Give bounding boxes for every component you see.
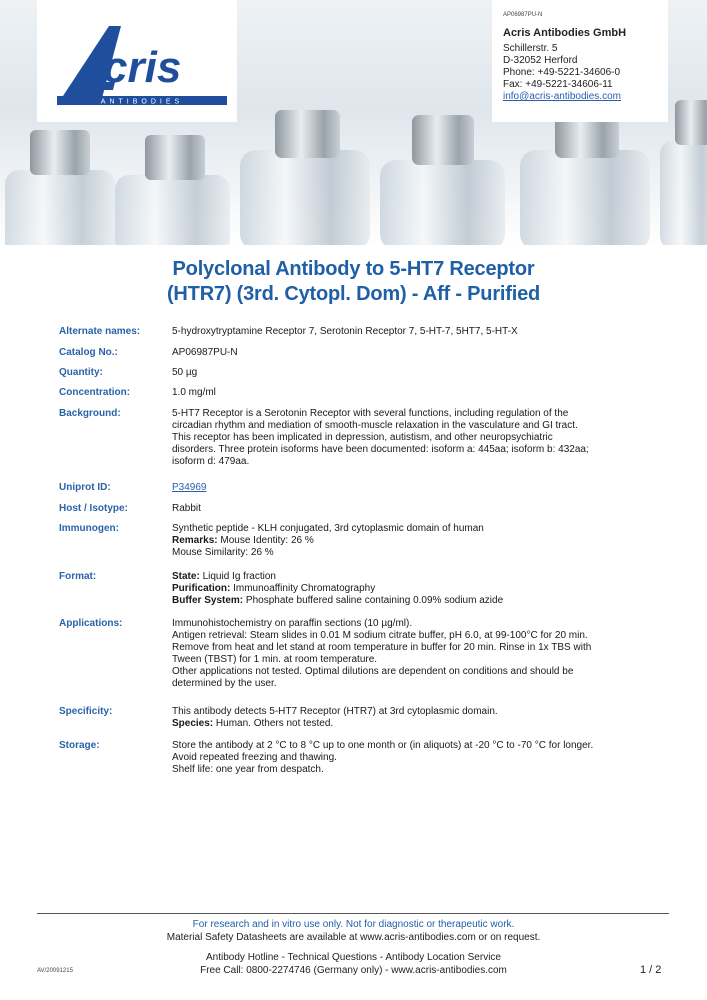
applications-line: Antigen retrieval: Steam slides in 0.01 M sodium citrate buffer, pH 6.0, at 99-100°C for 20 min. [172,630,588,641]
product-title [0,257,707,307]
address-street: Schillerstr. 5 [503,43,558,54]
background-line: This receptor has been implicated in depression, autistism, and other neuropsychiatric [172,432,553,443]
logo-subtext: ANTIBODIES [100,98,184,106]
immunogen-text [172,523,669,559]
background-line: circadian rhythm and mediation of smooth-muscle relaxation in the vasculature and GI tract. [172,420,578,431]
concentration-label: Concentration: [59,387,131,398]
background-line: 5-HT7 Receptor is a Serotonin Receptor with several functions, including regulation of the [172,408,569,419]
storage-line: Avoid repeated freezing and thawing. [172,752,337,763]
email-link[interactable]: info@acris-antibodies.com [503,91,621,102]
applications-line: determined by the user. [172,678,277,689]
catalog-label: Catalog No.: [59,347,118,358]
buffer-key: Buffer System: [172,595,244,606]
free-call-notice: Free Call: 0800-2274746 (Germany only) - www.acris-antibodies.com [200,965,507,976]
research-use-notice: For research and in vitro use only. Not for diagnostic or therapeutic work. [192,919,515,930]
mouse-similarity: Mouse Similarity: 26 % [172,547,274,558]
catalog-value: AP06987PU-N [172,347,238,358]
quantity-label: Quantity: [59,367,103,378]
hotline-notice: Antibody Hotline - Technical Questions - Antibody Location Service [206,952,501,963]
title-line-2: (HTR7) (3rd. Cytopl. Dom) - Aff - Purified [166,283,541,305]
storage-text [172,740,669,776]
storage-label: Storage: [59,740,100,751]
applications-line: Remove from heat and let stand at room temperature in buffer for 20 min. Rinse in 1x TBS with [172,642,592,653]
document-code: AV/20091215 [37,968,73,974]
phone-number: Phone: +49-5221-34606-0 [503,67,621,78]
alternate-names-label: Alternate names: [59,326,141,337]
page-number: 1 / 2 [640,964,662,976]
logo-wordmark: cris [103,43,182,92]
logo-graphic [37,0,237,122]
species-value: Human. Others not tested. [213,718,334,729]
remarks-value: Mouse Identity: 26 % [217,535,314,546]
format-text [172,571,669,607]
background-line: disorders. Three protein isoforms have been documented: isoform a: 445aa; isoform b: 432aa; [172,444,589,455]
host-label: Host / Isotype: [59,503,128,514]
alternate-names-value: 5-hydroxytryptamine Receptor 7, Serotonin Receptor 7, 5-HT-7, 5HT7, 5-HT-X [172,326,518,337]
specificity-text [172,706,669,730]
purification-key: Purification: [172,583,231,594]
header-banner [0,0,707,245]
uniprot-label: Uniprot ID: [59,482,111,493]
immunogen-description: Synthetic peptide - KLH conjugated, 3rd cytoplasmic domain of human [172,523,484,534]
format-label: Format: [59,571,97,582]
concentration-value: 1.0 mg/ml [172,387,216,398]
host-value: Rabbit [172,503,201,514]
address-city: D-32052 Herford [503,55,578,66]
applications-line: Tween (TBST) for 1 min. at room temperature. [172,654,378,665]
applications-line: Immunohistochemistry on paraffin sections (10 µg/ml). [172,618,413,629]
company-address-block [492,0,668,122]
footer-divider [37,913,669,914]
species-key: Species: [172,718,214,729]
acris-logo [37,0,237,122]
reference-code: AP06987PU-N [503,12,543,18]
uniprot-link[interactable]: P34969 [172,482,207,493]
quantity-value: 50 µg [172,367,198,378]
applications-label: Applications: [59,618,123,629]
fax-number: Fax: +49-5221-34606-11 [503,79,613,90]
specificity-description: This antibody detects 5-HT7 Receptor (HTR7) at 3rd cytoplasmic domain. [172,706,498,717]
applications-text [172,618,669,690]
msds-notice: Material Safety Datasheets are available at www.acris-antibodies.com or on request. [166,932,541,943]
company-name: Acris Antibodies GmbH [503,27,627,39]
state-value: Liquid Ig fraction [199,571,276,582]
title-line-1: Polyclonal Antibody to 5-HT7 Receptor [172,258,535,280]
purification-value: Immunoaffinity Chromatography [230,583,376,594]
background-label: Background: [59,408,121,419]
background-line: isoform d: 479aa. [172,456,250,467]
remarks-key: Remarks: [172,535,218,546]
storage-line: Shelf life: one year from despatch. [172,764,324,775]
buffer-value: Phosphate buffered saline containing 0.09% sodium azide [243,595,504,606]
applications-line: Other applications not tested. Optimal dilutions are dependent on conditions and should be [172,666,574,677]
state-key: State: [172,571,200,582]
specificity-label: Specificity: [59,706,113,717]
background-text [172,408,669,468]
immunogen-label: Immunogen: [59,523,119,534]
storage-line: Store the antibody at 2 °C to 8 °C up to one month or (in aliquots) at -20 °C to -70 °C for longer. [172,740,594,751]
